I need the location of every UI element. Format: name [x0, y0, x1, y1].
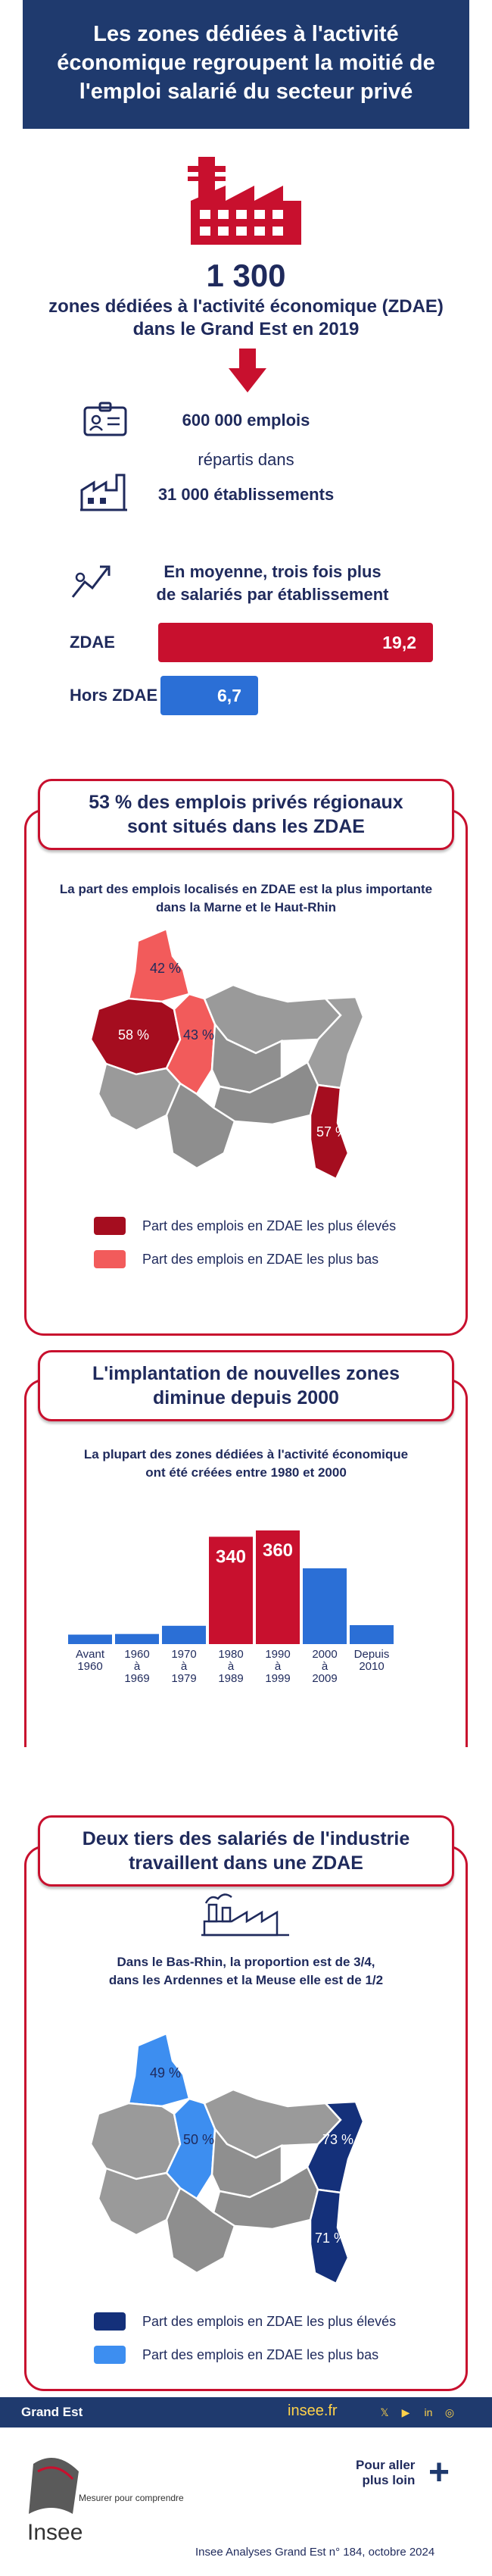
- map-region-marne: [91, 2103, 180, 2179]
- arrow-down-icon: [229, 349, 266, 394]
- growth-chart-icon: [70, 559, 115, 602]
- category-label: 2010: [359, 1660, 385, 1673]
- further-reading-label[interactable]: [356, 2458, 415, 2488]
- average-bar: 6,7: [160, 676, 258, 715]
- legend-item: [94, 1250, 450, 1268]
- map-label-ardennes: 49 %: [150, 2065, 182, 2080]
- category-label: à: [321, 1660, 329, 1673]
- category-label: à: [227, 1660, 235, 1673]
- average-bar-chart: [70, 623, 433, 729]
- section3-subtitle-line1: Dans le Bas-Rhin, la proportion est de 3/4,: [117, 1955, 375, 1969]
- legend-label: Part des emplois en ZDAE les plus bas: [142, 1251, 379, 1267]
- map-label-ardennes: 42 %: [150, 961, 182, 976]
- category-label: 2000: [312, 1648, 338, 1661]
- page-header: [23, 0, 469, 129]
- category-label: à: [180, 1660, 188, 1673]
- section3-title-line1: Deux tiers des salariés de l'industrie: [82, 1828, 410, 1849]
- legend-item: [94, 2346, 450, 2364]
- section1-title-line2: sont situés dans les ZDAE: [127, 816, 365, 837]
- average-bar: 19,2: [158, 623, 433, 662]
- category-label: 1980: [218, 1648, 244, 1661]
- section3-title-line2: travaillent dans une ZDAE: [129, 1852, 363, 1874]
- category-label: 1960: [124, 1648, 150, 1661]
- bar: [68, 1635, 112, 1645]
- section2-subtitle-line2: ont été créées entre 1980 et 2000: [145, 1465, 347, 1480]
- category-label: Avant: [75, 1648, 105, 1661]
- header-title-line1: Les zones dédiées à l'activité: [93, 22, 399, 46]
- bar-value-label: 340: [215, 1546, 247, 1568]
- legend-item: [94, 1217, 450, 1235]
- map-employment-share: [83, 926, 409, 1191]
- x-social-icon[interactable]: 𝕏: [380, 2406, 389, 2418]
- linkedin-icon[interactable]: in: [424, 2406, 433, 2418]
- legend-label: Part des emplois en ZDAE les plus élevés: [142, 2313, 397, 2329]
- map-label-meuse: 43 %: [183, 1027, 215, 1043]
- header-title-line3: l'emploi salarié du secteur privé: [79, 80, 413, 104]
- bar-value-label: 360: [262, 1540, 294, 1561]
- bar: [115, 1634, 159, 1644]
- legend-item: [94, 2312, 450, 2331]
- average-text: [121, 561, 424, 606]
- section-title-employment: [38, 779, 454, 850]
- category-label: 1990: [265, 1648, 291, 1661]
- section-title-industry: [38, 1815, 454, 1887]
- youtube-icon[interactable]: ▶: [401, 2406, 410, 2418]
- category-label: 1979: [171, 1672, 197, 1685]
- bar: [162, 1626, 206, 1644]
- insee-tagline: Mesurer pour comprendre: [79, 2493, 184, 2503]
- average-bar-row: [70, 676, 433, 715]
- map-label-marne: 58 %: [118, 1027, 150, 1043]
- zdae-count-desc-line1: zones dédiées à l'activité économique (ZDAE): [48, 296, 444, 317]
- bar: [350, 1625, 394, 1644]
- instagram-icon[interactable]: ◎: [444, 2406, 455, 2418]
- establishments-count: 31 000 établissements: [157, 485, 335, 504]
- average-bar-label: ZDAE: [70, 633, 115, 652]
- footer-region: Grand Est: [21, 2405, 83, 2419]
- category-label: Depuis: [353, 1648, 390, 1661]
- zdae-count-desc-line2: dans le Grand Est en 2019: [132, 319, 360, 339]
- average-line2: de salariés par établissement: [156, 585, 389, 604]
- section3-subtitle: [30, 1953, 462, 1990]
- average-bar-label: Hors ZDAE: [70, 686, 158, 705]
- map-industry-share: [83, 2030, 409, 2288]
- section3-subtitle-line2: dans les Ardennes et la Meuse elle est de 1/2: [108, 1973, 384, 1987]
- section1-subtitle: [30, 880, 462, 917]
- industry-icon: [201, 1890, 291, 1937]
- category-label: à: [274, 1660, 282, 1673]
- section2-title-line2: diminue depuis 2000: [153, 1387, 339, 1408]
- section1-subtitle-line1: La part des emplois localisés en ZDAE est la plus importante: [59, 882, 433, 896]
- further-line2: plus loin: [362, 2473, 416, 2487]
- average-bar-row: [70, 623, 433, 662]
- section2-subtitle-line1: La plupart des zones dédiées à l'activité économique: [83, 1447, 409, 1462]
- zdae-count: 1 300: [206, 258, 286, 293]
- legend-swatch: [94, 2346, 126, 2364]
- section2-subtitle: [30, 1446, 462, 1482]
- header-title-line2: économique regroupent la moitié de: [57, 51, 435, 75]
- map-label-haut-rhin: 57 %: [316, 1124, 348, 1140]
- spread-text: répartis dans: [198, 450, 294, 469]
- map-label-meuse: 50 %: [183, 2132, 215, 2147]
- section1-subtitle-line2: dans la Marne et le Haut-Rhin: [155, 900, 337, 914]
- map-label-bas-rhin: 73 %: [322, 2132, 354, 2147]
- category-label: 1970: [171, 1648, 197, 1661]
- legend-label: Part des emplois en ZDAE les plus élevés: [142, 1218, 397, 1233]
- creation-bar-chart: [68, 1515, 424, 1727]
- legend-swatch: [94, 1217, 126, 1235]
- map-label-haut-rhin: 71 %: [315, 2231, 347, 2246]
- section-title-creation: [38, 1350, 454, 1421]
- factory-icon: [188, 155, 305, 245]
- publication-reference: Insee Analyses Grand Est n° 184, octobre 2024: [195, 2546, 435, 2559]
- jobs-count: 600 000 emplois: [182, 411, 310, 430]
- category-label: 2009: [312, 1672, 338, 1685]
- legend-swatch: [94, 2312, 126, 2331]
- legend-label: Part des emplois en ZDAE les plus bas: [142, 2346, 379, 2362]
- average-line1: En moyenne, trois fois plus: [163, 562, 381, 581]
- category-label: 1989: [218, 1672, 244, 1685]
- further-line1: Pour aller: [356, 2458, 416, 2472]
- section2-title-line1: L'implantation de nouvelles zones: [92, 1363, 400, 1384]
- legend-swatch: [94, 1250, 126, 1268]
- section1-title-line1: 53 % des emplois privés régionaux: [89, 792, 403, 813]
- footer-site-link[interactable]: insee.fr: [288, 2402, 338, 2419]
- category-label: à: [133, 1660, 141, 1673]
- category-label: 1999: [265, 1672, 291, 1685]
- category-label: 1960: [77, 1660, 103, 1673]
- section3-legend: [94, 2312, 450, 2379]
- bar: [303, 1568, 347, 1644]
- section1-legend: [94, 1217, 450, 1283]
- section2-frame-mask: [24, 1747, 468, 1752]
- insee-logo-text: Insee: [27, 2520, 83, 2545]
- category-label: 1969: [124, 1672, 150, 1685]
- plus-icon[interactable]: +: [428, 2453, 450, 2493]
